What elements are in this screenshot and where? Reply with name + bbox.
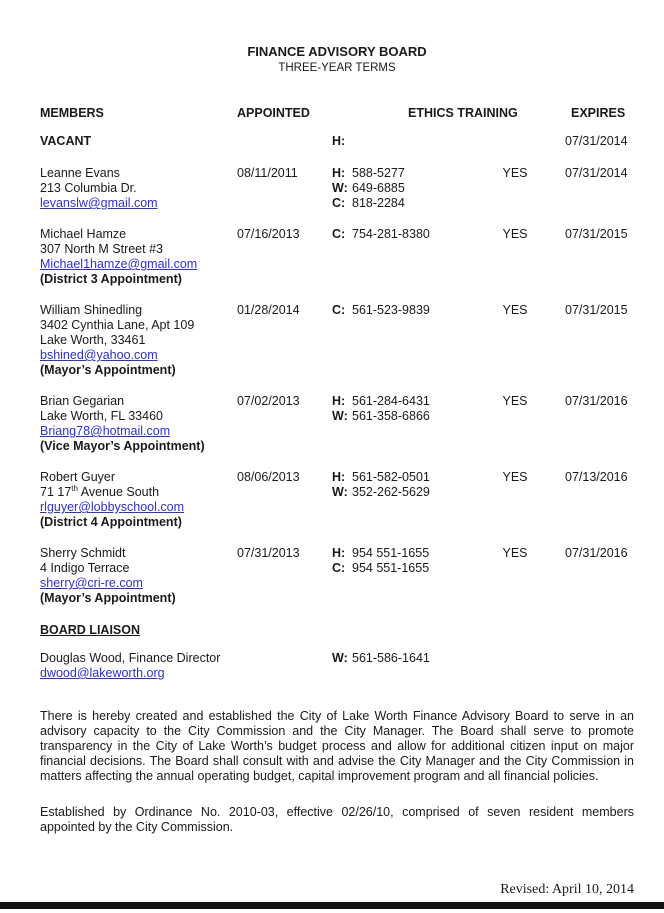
- phone-cell: [332, 546, 465, 576]
- member-address: 4 Indigo Terrace: [40, 561, 130, 575]
- member-address: 71 17th Avenue South: [40, 483, 160, 499]
- table-row-member: [40, 227, 634, 287]
- phone-cell: [332, 651, 465, 666]
- appointment-note: (Mayor’s Appointment): [40, 591, 176, 605]
- email-link[interactable]: Briang78@hotmail.com: [40, 424, 171, 438]
- phone-label: W:: [332, 651, 348, 665]
- ethics-training-value: YES: [502, 303, 528, 317]
- phone-label: H:: [332, 134, 346, 148]
- expires-date: 07/31/2014: [565, 166, 628, 180]
- member-name: William Shinedling: [40, 303, 143, 317]
- appointment-note: (District 4 Appointment): [40, 515, 182, 529]
- email-link[interactable]: sherry@cri-re.com: [40, 576, 143, 590]
- phone-number: 561-284-6431: [352, 394, 430, 408]
- table-row-member: [40, 470, 634, 530]
- member-name: Brian Gegarian: [40, 394, 125, 408]
- phone-cell: [332, 470, 465, 500]
- liaison-cell: [40, 651, 332, 681]
- column-header-expires: EXPIRES: [571, 106, 626, 120]
- column-header-ethics-training: ETHICS TRAINING: [408, 106, 518, 120]
- ethics-training-value: YES: [502, 394, 528, 408]
- member-cell: [40, 470, 237, 530]
- phone-cell: [332, 134, 465, 149]
- expires-date: 07/31/2015: [565, 227, 628, 241]
- phone-label: W:: [332, 409, 348, 423]
- phone-number: 954 551-1655: [352, 546, 430, 560]
- ordinance-paragraph: Established by Ordinance No. 2010-03, effective 02/26/10, comprised of seven resident members appointed by the City Commission.: [40, 805, 634, 834]
- column-header-appointed: APPOINTED: [237, 106, 310, 120]
- member-cell: [40, 394, 237, 454]
- email-link[interactable]: levanslw@gmail.com: [40, 196, 158, 210]
- column-header-row: [40, 106, 634, 121]
- expires-date: 07/31/2015: [565, 303, 628, 317]
- appointment-note: (Mayor’s Appointment): [40, 363, 176, 377]
- column-header-members: MEMBERS: [40, 106, 104, 120]
- phone-number: 561-586-1641: [352, 651, 430, 665]
- expires-date: 07/31/2014: [565, 134, 628, 148]
- expires-date: 07/31/2016: [565, 546, 628, 560]
- expires-date: 07/13/2016: [565, 470, 628, 484]
- title-block: [40, 44, 634, 76]
- appointed-date: 01/28/2014: [237, 303, 300, 317]
- member-name: VACANT: [40, 134, 92, 148]
- member-cell: [40, 166, 237, 211]
- appointment-note: (Vice Mayor’s Appointment): [40, 439, 205, 453]
- phone-cell: [332, 303, 465, 318]
- table-row-member: [40, 394, 634, 454]
- appointment-note: (District 3 Appointment): [40, 272, 182, 286]
- phone-label: H:: [332, 394, 346, 408]
- member-name: Leanne Evans: [40, 166, 120, 180]
- phone-label: H:: [332, 470, 346, 484]
- phone-label: H:: [332, 166, 346, 180]
- member-address: 213 Columbia Dr.: [40, 181, 137, 195]
- phone-label: W:: [332, 485, 348, 499]
- table-row-member: [40, 303, 634, 378]
- phone-number: 561-582-0501: [352, 470, 430, 484]
- appointed-date: 07/16/2013: [237, 227, 300, 241]
- member-cell: [40, 227, 237, 287]
- phone-number: 754-281-8380: [352, 227, 430, 241]
- page-title: FINANCE ADVISORY BOARD: [247, 44, 427, 59]
- phone-number: 352-262-5629: [352, 485, 430, 499]
- description-paragraph: There is hereby created and established the City of Lake Worth Finance Advisory Board to serve in an advisory capacity to the City Commission and the City Manager. The Board shall serve to promote transparency in the City of Lake Worth’s budget process and allow for additional citizen input on major financial decisions. The Board shall consult with and advise the City Manager and the City Commission in matters affecting the annual operating budget, capital improvement program and all financial policies.: [40, 709, 634, 783]
- phone-cell: [332, 227, 465, 242]
- phone-number: 954 551-1655: [352, 561, 430, 575]
- phone-label: C:: [332, 561, 346, 575]
- appointed-date: 08/06/2013: [237, 470, 300, 484]
- ethics-training-value: YES: [502, 546, 528, 560]
- phone-label: W:: [332, 181, 348, 195]
- phone-number: 561-358-6866: [352, 409, 430, 423]
- expires-date: 07/31/2016: [565, 394, 628, 408]
- member-name: Michael Hamze: [40, 227, 127, 241]
- phone-label: C:: [332, 227, 346, 241]
- revised-date: Revised: April 10, 2014: [500, 882, 634, 897]
- member-address: 3402 Cynthia Lane, Apt 109: [40, 318, 195, 332]
- table-row-member: [40, 546, 634, 606]
- member-cell: [40, 546, 237, 606]
- board-liaison-heading: BOARD LIAISON: [40, 623, 140, 637]
- bottom-border-bar: [0, 902, 664, 909]
- appointed-date: 07/02/2013: [237, 394, 300, 408]
- phone-label: H:: [332, 546, 346, 560]
- email-link[interactable]: bshined@yahoo.com: [40, 348, 158, 362]
- table-row-vacant: [40, 134, 634, 149]
- member-cell: [40, 303, 237, 378]
- phone-number: 818-2284: [352, 196, 405, 210]
- email-link[interactable]: rlguyer@lobbyschool.com: [40, 500, 185, 514]
- member-name: Sherry Schmidt: [40, 546, 126, 560]
- member-address: Lake Worth, 33461: [40, 333, 146, 347]
- phone-cell: [332, 166, 465, 211]
- phone-number: 561-523-9839: [352, 303, 430, 317]
- phone-number: 588-5277: [352, 166, 405, 180]
- phone-number: 649-6885: [352, 181, 405, 195]
- phone-label: C:: [332, 196, 346, 210]
- appointed-date: 08/11/2011: [237, 166, 298, 180]
- appointed-date: 07/31/2013: [237, 546, 300, 560]
- board-liaison-row: [40, 651, 634, 681]
- phone-cell: [332, 394, 465, 424]
- phone-label: C:: [332, 303, 346, 317]
- email-link[interactable]: dwood@lakeworth.org: [40, 666, 165, 680]
- ethics-training-value: YES: [502, 470, 528, 484]
- table-row-member: [40, 166, 634, 211]
- ethics-training-value: YES: [502, 227, 528, 241]
- liaison-name: Douglas Wood, Finance Director: [40, 651, 221, 665]
- page-subtitle: THREE-YEAR TERMS: [278, 62, 396, 74]
- member-address: 307 North M Street #3: [40, 242, 163, 256]
- member-address: Lake Worth, FL 33460: [40, 409, 163, 423]
- member-name: Robert Guyer: [40, 470, 116, 484]
- ethics-training-value: YES: [502, 166, 528, 180]
- email-link[interactable]: Michael1hamze@gmail.com: [40, 257, 198, 271]
